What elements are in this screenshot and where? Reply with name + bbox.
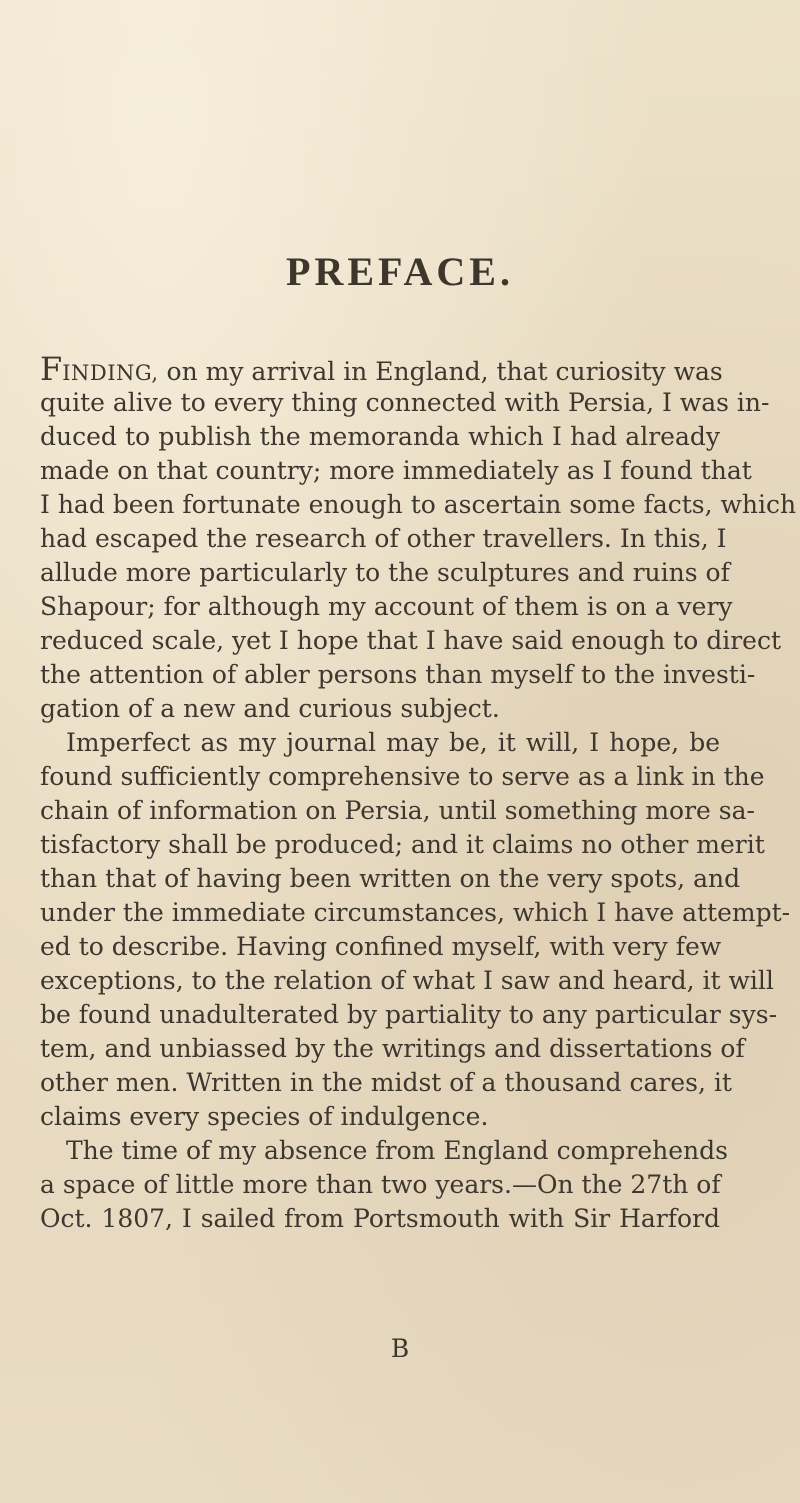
- opening-smallcaps: INDING,: [62, 361, 159, 385]
- text-line: had escaped the research of other travellers. In this, I: [40, 524, 727, 553]
- text-line: quite alive to every thing connected with Persia, I was in-: [40, 388, 770, 417]
- text-line: exceptions, to the relation of what I saw and heard, it will: [40, 966, 774, 995]
- text-line: under the immediate circumstances, which I have attempt-: [40, 898, 791, 927]
- text-line: ed to describe. Having confined myself, with very few: [40, 932, 722, 961]
- text-line: Imperfect as my journal may be, it will, I hope, be: [66, 728, 720, 757]
- text-line: the attention of abler persons than myself to the investi-: [40, 660, 756, 689]
- text-line: tem, and unbiassed by the writings and dissertations of: [40, 1034, 745, 1063]
- text-line: gation of a new and curious subject.: [40, 694, 500, 723]
- drop-cap: F: [40, 350, 63, 388]
- text-line: found sufficiently comprehensive to serve as a link in the: [40, 762, 765, 791]
- text-line: allude more particularly to the sculptures and ruins of: [40, 558, 730, 587]
- page-title: PREFACE.: [286, 249, 514, 294]
- text-line: other men. Written in the midst of a thousand cares, it: [40, 1068, 732, 1097]
- signature-mark: B: [390, 1334, 410, 1363]
- text-line: Shapour; for although my account of them is on a very: [40, 592, 733, 621]
- opening-rest: on my arrival in England, that curiosity was: [158, 357, 723, 386]
- text-line: chain of information on Persia, until something more sa-: [40, 796, 755, 825]
- text-line: tisfactory shall be produced; and it claims no other merit: [40, 830, 765, 859]
- text-line: claims every species of indulgence.: [40, 1102, 489, 1131]
- text-line: be found unadulterated by partiality to any particular sys-: [40, 1000, 778, 1029]
- text-line: duced to publish the memoranda which I had already: [40, 422, 720, 451]
- text-line: Oct. 1807, I sailed from Portsmouth with Sir Harford: [40, 1204, 720, 1233]
- text-line: I had been fortunate enough to ascertain some facts, which: [40, 490, 797, 519]
- text-line: a space of little more than two years.—On the 27th of: [40, 1170, 721, 1199]
- preface-body: [40, 350, 797, 1236]
- text-line: The time of my absence from England comprehends: [66, 1136, 728, 1165]
- text-line: made on that country; more immediately as I found that: [40, 456, 752, 485]
- text-line: reduced scale, yet I hope that I have said enough to direct: [40, 626, 782, 655]
- text-line: than that of having been written on the very spots, and: [40, 864, 741, 893]
- text-line-opening: [40, 350, 723, 388]
